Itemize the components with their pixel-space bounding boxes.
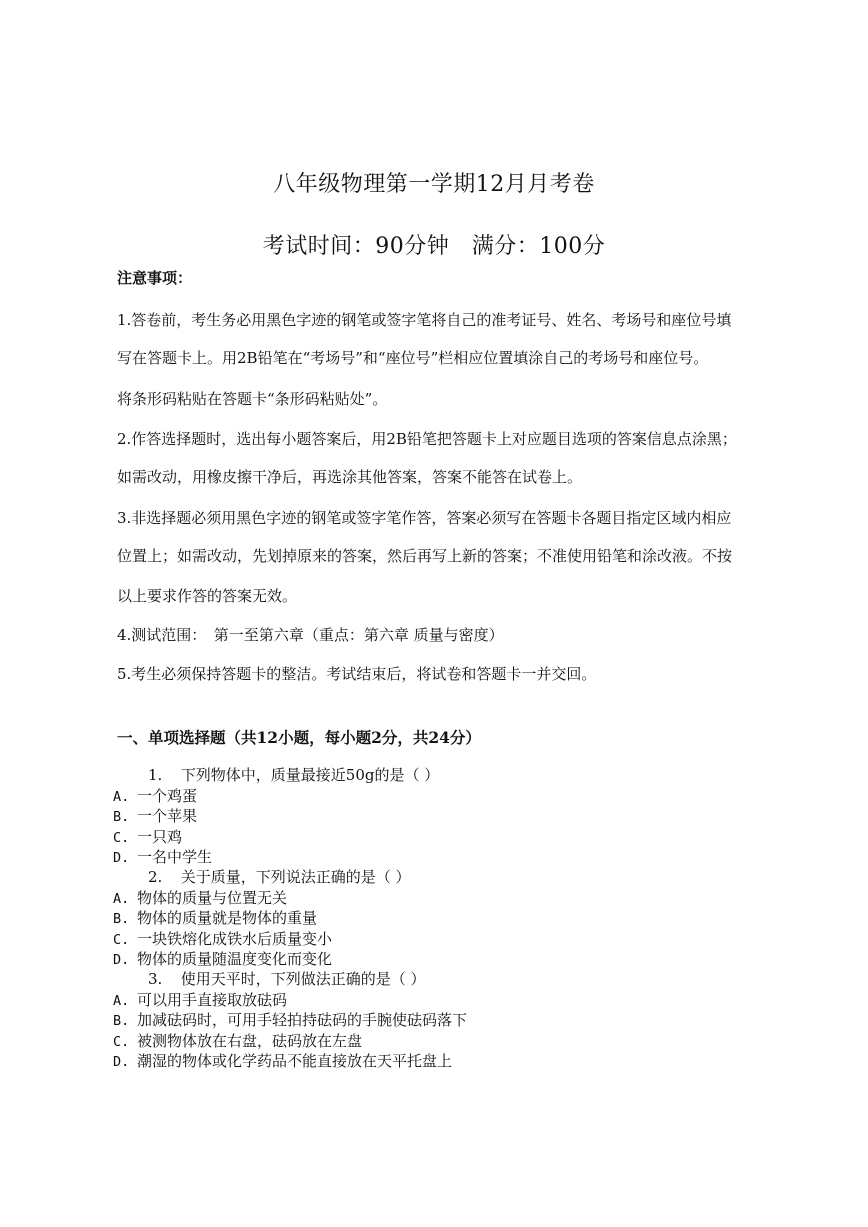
option-text: 一个鸡蛋 <box>137 787 198 805</box>
option-b <box>113 806 197 827</box>
option-d <box>113 1051 452 1072</box>
option-b <box>113 908 317 929</box>
option-text: 一名中学生 <box>137 848 213 866</box>
option-b <box>113 1010 467 1031</box>
exam-title: 八年级物理第一学期12月月考卷 <box>273 172 595 197</box>
question-text: 下列物体中，质量最接近50g的是（ ） <box>180 766 440 784</box>
option-text: 被测物体放在右盘，砝码放在左盘 <box>137 1032 363 1050</box>
option-letter: B. <box>113 1013 130 1029</box>
notice-line: 位置上；如需改动，先划掉原来的答案，然后再写上新的答案；不准使用铅笔和涂改液。不按 <box>117 547 733 565</box>
option-letter: A. <box>113 789 130 805</box>
option-letter: A. <box>113 891 130 907</box>
option-letter: C. <box>113 932 130 948</box>
option-a <box>113 888 287 909</box>
option-c <box>113 827 182 848</box>
section-heading: 一、单项选择题（共12小题，每小题2分，共24分） <box>117 728 481 747</box>
option-text: 加减砝码时，可用手轻拍持砝码的手腕使砝码落下 <box>137 1011 468 1029</box>
notice-line: 4.测试范围： 第一至第六章（重点：第六章 质量与密度） <box>117 626 504 644</box>
option-letter: B. <box>113 911 130 927</box>
option-d <box>113 949 332 970</box>
question-text: 使用天平时，下列做法正确的是（ ） <box>180 970 426 988</box>
notice-line: 5.考生必须保持答题卡的整洁。考试结束后，将试卷和答题卡一并交回。 <box>117 665 597 683</box>
option-text: 一只鸡 <box>137 828 183 846</box>
option-c <box>113 1031 362 1052</box>
option-letter: D. <box>113 850 130 866</box>
option-c <box>113 929 332 950</box>
notice-line: 1.答卷前，考生务必用黑色字迹的钢笔或签字笔将自己的准考证号、姓名、考场号和座位号填 <box>117 311 732 329</box>
option-text: 潮湿的物体或化学药品不能直接放在天平托盘上 <box>137 1052 453 1070</box>
question-number: 1. <box>148 766 163 784</box>
option-letter: A. <box>113 993 130 1009</box>
exam-subtitle: 考试时间：90分钟 满分：100分 <box>262 234 606 259</box>
option-text: 一个苹果 <box>137 807 198 825</box>
option-a <box>113 786 197 807</box>
option-letter: D. <box>113 952 130 968</box>
notice-line: 如需改动，用橡皮擦干净后，再选涂其他答案，答案不能答在试卷上。 <box>117 468 583 486</box>
option-text: 物体的质量就是物体的重量 <box>137 909 318 927</box>
option-text: 物体的质量随温度变化而变化 <box>137 950 333 968</box>
notice-line: 写在答题卡上。用2B铅笔在“考场号”和“座位号”栏相应位置填涂自己的考场号和座位号。 <box>117 349 709 367</box>
option-letter: D. <box>113 1054 130 1070</box>
option-letter: B. <box>113 809 130 825</box>
notice-heading: 注意事项： <box>117 269 193 287</box>
question-number: 2. <box>148 868 163 886</box>
option-letter: C. <box>113 1034 130 1050</box>
question-text: 关于质量，下列说法正确的是（ ） <box>180 868 411 886</box>
notice-line: 3.非选择题必须用黑色字迹的钢笔或签字笔作答，答案必须写在答题卡各题目指定区域内相应 <box>117 509 732 527</box>
option-text: 可以用手直接取放砝码 <box>137 991 288 1009</box>
option-a <box>113 990 287 1011</box>
notice-line: 以上要求作答的答案无效。 <box>117 587 298 605</box>
question-1 <box>148 765 439 785</box>
option-d <box>113 847 212 868</box>
question-number: 3. <box>148 970 163 988</box>
notice-line: 将条形码粘贴在答题卡“条形码粘贴处”。 <box>117 390 388 408</box>
notice-line: 2.作答选择题时，选出每小题答案后，用2B铅笔把答题卡上对应题目选项的答案信息点涂黑； <box>117 430 737 448</box>
option-letter: C. <box>113 830 130 846</box>
question-2 <box>148 867 411 887</box>
question-3 <box>148 969 426 989</box>
option-text: 一块铁熔化成铁水后质量变小 <box>137 930 333 948</box>
option-text: 物体的质量与位置无关 <box>137 889 288 907</box>
